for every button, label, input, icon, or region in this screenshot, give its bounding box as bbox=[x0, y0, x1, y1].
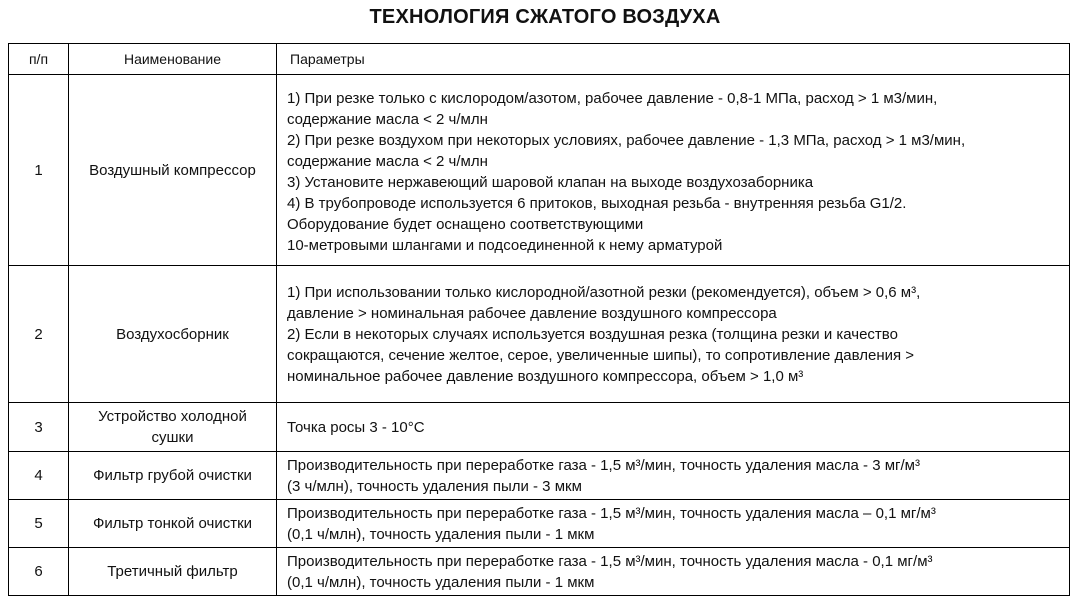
row-params bbox=[277, 266, 1070, 403]
page-title: ТЕХНОЛОГИЯ СЖАТОГО ВОЗДУХА bbox=[369, 6, 721, 28]
row-num: 2 bbox=[9, 266, 69, 403]
param-line: Производительность при переработке газа - 1,5 м³/мин, точность удаления масла - 3 мг/м³ bbox=[287, 456, 920, 474]
table-row bbox=[9, 403, 1070, 452]
param-line: 2) При резке воздухом при некоторых условиях, рабочее давление - 1,3 МПа, расход > 1 м3/мин, bbox=[287, 132, 966, 149]
table-row bbox=[9, 452, 1070, 500]
param-line: давление > номинальная рабочее давление воздушного компрессора bbox=[287, 304, 777, 322]
row-name: Воздухосборник bbox=[69, 266, 277, 403]
table-header-row bbox=[9, 44, 1070, 75]
table-row bbox=[9, 500, 1070, 548]
param-line: Производительность при переработке газа - 1,5 м³/мин, точность удаления масла - 0,1 мг/м³ bbox=[287, 552, 933, 570]
row-params bbox=[277, 500, 1070, 548]
row-name: Третичный фильтр bbox=[69, 548, 277, 596]
param-line: сокращаются, сечение желтое, серое, увеличенные шипы), то сопротивление давления > bbox=[287, 346, 915, 364]
param-line: 1) При использовании только кислородной/азотной резки (рекомендуется), объем > 0,6 м³, bbox=[287, 283, 921, 301]
spec-table bbox=[8, 43, 1070, 596]
row-name: Фильтр грубой очистки bbox=[69, 452, 277, 500]
param-line: 2) Если в некоторых случаях используется воздушная резка (толщина резки и качество bbox=[287, 325, 898, 343]
row-name: Воздушный компрессор bbox=[69, 75, 277, 266]
row-num: 4 bbox=[9, 452, 69, 500]
param-line: (3 ч/млн), точность удаления пыли - 3 мкм bbox=[287, 477, 582, 495]
row-num: 3 bbox=[9, 403, 69, 452]
row-num: 6 bbox=[9, 548, 69, 596]
param-line: 10-метровыми шлангами и подсоединенной к нему арматурой bbox=[287, 237, 723, 254]
header-num: п/п bbox=[9, 44, 69, 75]
param-line: 4) В трубопроводе используется 6 притоков, выходная резьба - внутренняя резьба G1/2. bbox=[287, 195, 907, 212]
param-line: номинальное рабочее давление воздушного компрессора, объем > 1,0 м³ bbox=[287, 367, 804, 385]
row-name: Устройство холодной сушки bbox=[69, 403, 277, 452]
row-num: 1 bbox=[9, 75, 69, 266]
row-params bbox=[277, 548, 1070, 596]
row-params bbox=[277, 403, 1070, 452]
row-params bbox=[277, 452, 1070, 500]
param-line: (0,1 ч/млн), точность удаления пыли - 1 мкм bbox=[287, 525, 595, 543]
param-line: Оборудование будет оснащено соответствующими bbox=[287, 216, 644, 233]
header-params: Параметры bbox=[277, 44, 1070, 75]
table-row bbox=[9, 266, 1070, 403]
param-line: содержание масла < 2 ч/млн bbox=[287, 111, 488, 128]
row-params bbox=[277, 75, 1070, 266]
row-num: 5 bbox=[9, 500, 69, 548]
param-line: Производительность при переработке газа - 1,5 м³/мин, точность удаления масла – 0,1 мг/м³ bbox=[287, 504, 936, 522]
table-row bbox=[9, 75, 1070, 266]
param-line: Точка росы 3 - 10°C bbox=[287, 418, 425, 436]
param-line: 3) Установите нержавеющий шаровой клапан на выходе воздухозаборника bbox=[287, 174, 814, 191]
table-row bbox=[9, 548, 1070, 596]
header-name: Наименование bbox=[69, 44, 277, 75]
param-line: содержание масла < 2 ч/млн bbox=[287, 153, 488, 170]
param-line: 1) При резке только с кислородом/азотом, рабочее давление - 0,8-1 МПа, расход > 1 м3/мин, bbox=[287, 90, 938, 107]
param-line: (0,1 ч/млн), точность удаления пыли - 1 мкм bbox=[287, 573, 595, 591]
row-name: Фильтр тонкой очистки bbox=[69, 500, 277, 548]
